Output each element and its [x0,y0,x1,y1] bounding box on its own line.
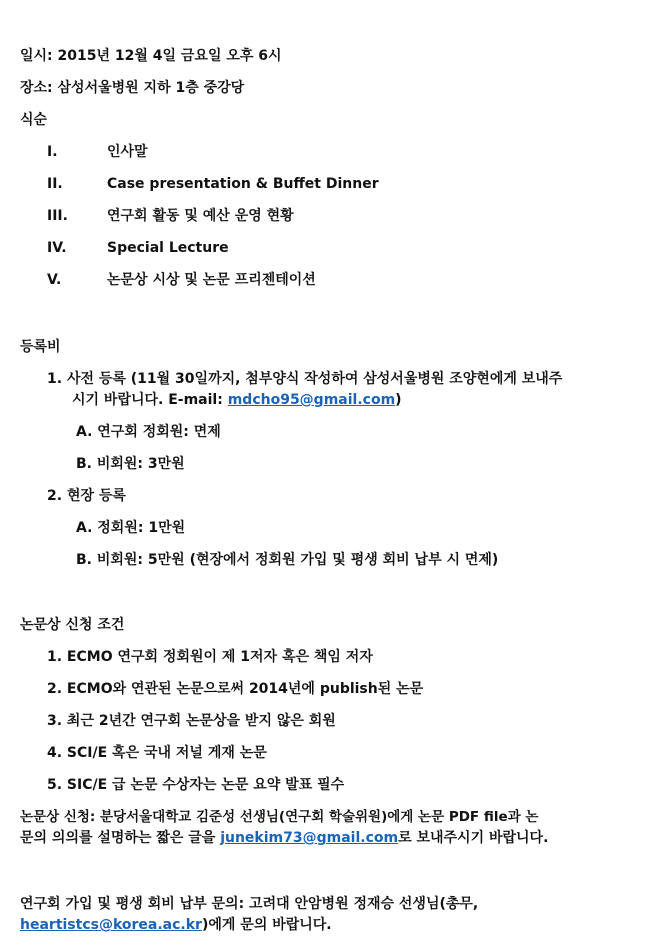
program-item-text: 논문상 시상 및 논문 프리젠테이션 [107,272,316,288]
fee-prereg-text2: 시기 바랍니다. E-mail: [72,392,228,408]
award-email-link[interactable]: junekim73@gmail.com [220,830,399,846]
fee-prereg-line2 [72,391,402,409]
award-apply-text: 문의 의의를 설명하는 짧은 글을 [20,830,221,846]
award-condition: 5. SIC/E 급 논문 수상자는 논문 요약 발표 필수 [47,777,345,793]
program-item-num: III. [47,208,68,224]
award-condition: 4. SCI/E 혹은 국내 저널 게재 논문 [47,745,267,761]
contact-text: 연구회 가입 및 평생 회비 납부 문의: 고려대 안암병원 정재승 선생님(총무, [20,896,479,912]
program-item [47,143,148,161]
program-item-num: II. [47,176,63,192]
award-condition: 3. 최근 2년간 연구회 논문상을 받지 않은 회원 [47,713,336,729]
place-label: 장소: [20,80,53,96]
contact-email-link[interactable]: heartistcs@korea.ac.kr [20,917,202,933]
datetime-line [20,47,282,65]
place-line [20,79,244,97]
program-item [47,271,316,289]
program-item [47,239,229,257]
fee-prereg-num: 1. [47,371,63,387]
award-heading: 논문상 신청 조건 [20,617,125,633]
program-item [47,207,294,225]
fee-prereg-text: 사전 등록 (11월 30일까지, 첨부양식 작성하여 삼성서울병원 조양현에게 보내주 [66,371,563,387]
fee-heading: 등록비 [20,339,61,355]
program-item-num: V. [47,272,62,288]
program-heading: 식순 [20,112,48,128]
program-item [47,175,379,193]
contact-line2 [20,916,332,934]
place-value: 삼성서울병원 지하 1층 중강당 [57,80,245,96]
award-apply-end: 로 보내주시기 바랍니다. [398,830,549,846]
program-item-text: 인사말 [107,144,148,160]
program-item-text: 연구회 활동 및 예산 운영 현황 [107,208,294,224]
fee-onsite-text: 현장 등록 [66,488,126,504]
contact-line1 [20,895,640,913]
prereg-email-link[interactable]: mdcho95@gmail.com [227,392,396,408]
datetime-value: 2015년 12월 4일 금요일 오후 6시 [57,48,282,64]
program-item-num: I. [47,144,58,160]
fee-onsite-nonmember: B. 비회원: 5만원 (현장에서 정회원 가입 및 평생 회비 납부 시 면제) [76,552,499,568]
datetime-label: 일시: [20,48,53,64]
award-apply-line2 [20,829,548,847]
fee-prereg-member: A. 연구회 정회원: 면제 [76,424,221,440]
fee-prereg-line1 [47,370,562,388]
fee-prereg-close: ) [395,392,402,408]
program-item-text: Case presentation & Buffet Dinner [107,176,379,192]
fee-prereg-nonmember: B. 비회원: 3만원 [76,456,185,472]
fee-onsite-title [47,487,126,505]
award-condition: 2. ECMO와 연관된 논문으로써 2014년에 publish된 논문 [47,681,424,697]
award-condition: 1. ECMO 연구회 정회원이 제 1저자 혹은 책임 저자 [47,649,373,665]
fee-onsite-member: A. 정회원: 1만원 [76,520,186,536]
program-item-text: Special Lecture [107,240,229,256]
contact-end: )에게 문의 바랍니다. [201,917,332,933]
program-item-num: IV. [47,240,67,256]
fee-onsite-num: 2. [47,488,63,504]
award-apply-line1: 논문상 신청: 분당서울대학교 김준성 선생님(연구회 학술위원)에게 논문 PDF file과 논 [20,809,539,825]
